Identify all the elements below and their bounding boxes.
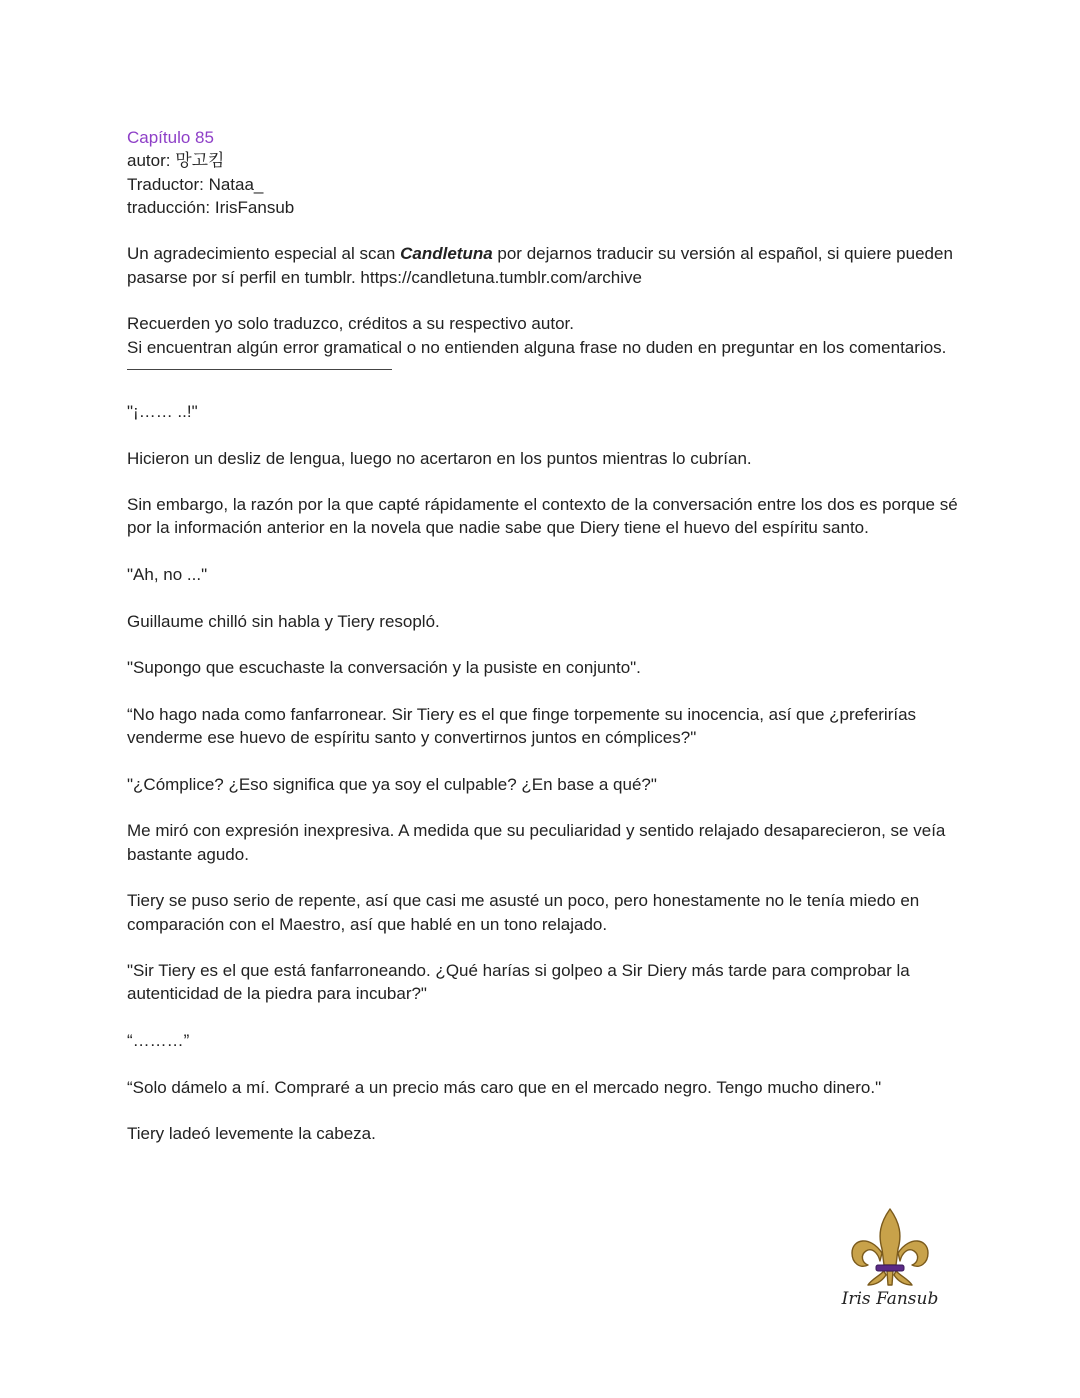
iris-fansub-logo bbox=[840, 1205, 940, 1315]
paragraph: Guillaume chilló sin habla y Tiery resopló. bbox=[127, 611, 440, 631]
story-text bbox=[127, 400, 967, 1146]
paragraph: “………” bbox=[127, 1030, 190, 1050]
translator-line: Traductor: Nataa_ bbox=[127, 174, 264, 194]
logo-text: Iris Fansub bbox=[841, 1289, 939, 1309]
thanks-text-after: por dejarnos traducir su versión al español, si quiere pueden pasarse por sí perfil en tumblr. https://candletuna.tumblr.com/archive bbox=[127, 244, 953, 287]
document-body bbox=[127, 126, 967, 1169]
paragraph: Me miró con expresión inexpresiva. A medida que su peculiaridad y sentido relajado desaparecieron, se veía bastante agudo. bbox=[127, 821, 946, 864]
paragraph: “No hago nada como fanfarronear. Sir Tiery es el que finge torpemente su inocencia, así que ¿preferirías venderme ese huevo de espíritu santo y convertirnos juntos en cómplices?" bbox=[127, 704, 917, 748]
divider-line bbox=[127, 369, 392, 370]
fleur-de-lis-icon bbox=[840, 1205, 940, 1289]
paragraph: "Sir Tiery es el que está fanfarroneando. ¿Qué harías si golpeo a Sir Diery más tarde para comprobar la autenticidad de la piedra para incubar?" bbox=[127, 961, 910, 1004]
chapter-title: Capítulo 85 bbox=[127, 128, 214, 147]
paragraph: "¡…… ..!" bbox=[127, 401, 198, 421]
paragraph: "¿Cómplice? ¿Eso significa que ya soy el culpable? ¿En base a qué?" bbox=[127, 774, 657, 794]
note-line-2: Si encuentran algún error gramatical o no entienden alguna frase no duden en preguntar en los comentarios. bbox=[127, 337, 947, 357]
thanks-paragraph bbox=[127, 242, 967, 289]
scan-name: Candletuna bbox=[400, 244, 493, 264]
paragraph: "Ah, no ..." bbox=[127, 565, 208, 585]
paragraph: Tiery se puso serio de repente, así que casi me asusté un poco, pero honestamente no le tenía miedo en comparación con el Maestro, así que hablé en un tono relajado. bbox=[127, 891, 920, 934]
paragraph: Hicieron un desliz de lengua, luego no acertaron en los puntos mientras lo cubrían. bbox=[127, 448, 752, 468]
note-line-1: Recuerden yo solo traduzco, créditos a su respectivo autor. bbox=[127, 314, 574, 334]
note-block bbox=[127, 312, 967, 359]
header-block bbox=[127, 126, 967, 219]
paragraph: “Solo dámelo a mí. Compraré a un precio más caro que en el mercado negro. Tengo mucho dinero." bbox=[127, 1077, 882, 1097]
paragraph: Tiery ladeó levemente la cabeza. bbox=[127, 1124, 376, 1144]
paragraph: "Supongo que escuchaste la conversación y la pusiste en conjunto". bbox=[127, 658, 641, 678]
author-line: autor: 망고킴 bbox=[127, 151, 225, 171]
thanks-text-before: Un agradecimiento especial al scan bbox=[127, 244, 401, 264]
paragraph: Sin embargo, la razón por la que capté rápidamente el contexto de la conversación entre los dos es porque sé por la información anterior en la novela que nadie sabe que Diery tiene el huevo del espíritu santo. bbox=[127, 495, 958, 538]
translation-line: traducción: IrisFansub bbox=[127, 197, 295, 217]
